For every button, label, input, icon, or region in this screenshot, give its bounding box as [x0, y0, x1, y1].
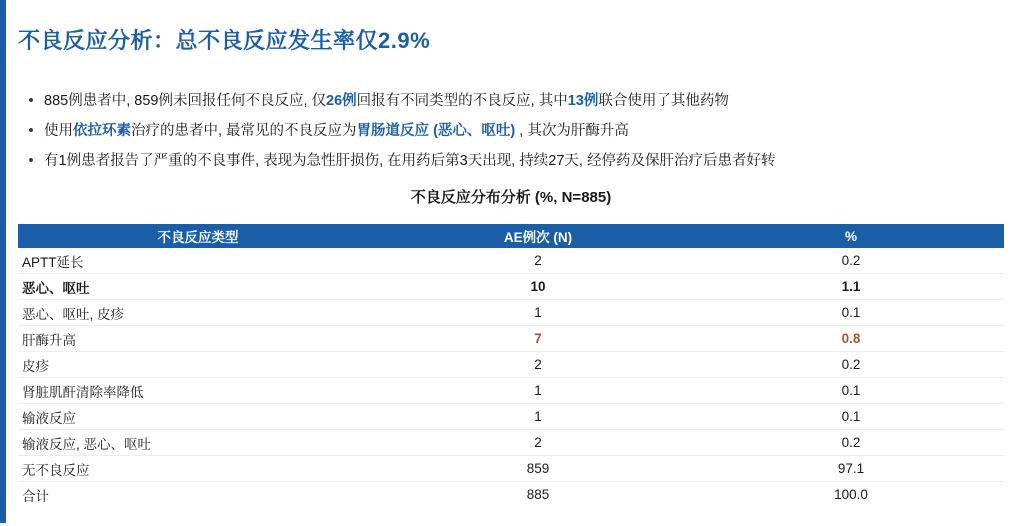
bullet-marker-icon: •: [28, 122, 34, 139]
bullet-fragment: 有1例患者报告了严重的不良事件, 表现为急性肝损伤, 在用药后第3天出现, 持续27天, 经停药及保肝治疗后患者好转: [44, 153, 776, 169]
cell-ae-percent: 0.2: [698, 430, 1004, 456]
cell-ae-count: 7: [378, 326, 698, 352]
table-body: [18, 248, 1004, 507]
bullet-marker-icon: •: [28, 92, 34, 109]
bullet-item: [18, 146, 1004, 176]
cell-ae-count: 1: [378, 404, 698, 430]
cell-ae-percent: 0.2: [698, 352, 1004, 378]
cell-ae-count: 859: [378, 456, 698, 482]
table-header-row: [18, 224, 1004, 248]
bullet-highlight: 26例: [326, 93, 357, 109]
cell-ae-percent: 1.1: [698, 274, 1004, 300]
bullet-item: [18, 116, 1004, 146]
table-row: [18, 300, 1004, 326]
table-row: [18, 456, 1004, 482]
bullet-marker-icon: •: [28, 152, 34, 169]
bullet-fragment: , 其次为肝酶升高: [515, 123, 629, 139]
cell-ae-type: APTT延长: [18, 248, 378, 274]
column-header-count: AE例次 (N): [378, 224, 698, 248]
table-row: [18, 352, 1004, 378]
adverse-event-table: [18, 224, 1004, 507]
cell-ae-type: 合计: [22, 488, 49, 504]
bullet-fragment: 使用: [44, 123, 73, 139]
cell-ae-type: 输液反应, 恶心、呕吐: [18, 430, 378, 456]
table-header: [18, 224, 1004, 248]
bullet-highlight: 胃肠道反应 (恶心、呕吐): [356, 123, 516, 139]
cell-ae-count: 1: [378, 378, 698, 404]
cell-ae-count: 2: [378, 352, 698, 378]
bullet-text: [44, 86, 1004, 116]
bullet-fragment: 回报有不同类型的不良反应, 其中: [356, 93, 568, 109]
table-row: [18, 404, 1004, 430]
bullet-item: [18, 86, 1004, 116]
cell-ae-count: 1: [378, 300, 698, 326]
table-row: [18, 430, 1004, 456]
column-header-percent: %: [698, 224, 1004, 248]
bullet-highlight: 13例: [567, 93, 599, 109]
accent-left-bar: [0, 0, 6, 526]
cell-ae-percent: 0.1: [698, 378, 1004, 404]
bullet-fragment: 治疗的患者中, 最常见的不良反应为: [131, 123, 357, 139]
cell-ae-percent: 97.1: [698, 456, 1004, 482]
table-row: [18, 274, 1004, 300]
bullet-text: [44, 146, 1004, 176]
table-row: [18, 248, 1004, 274]
bullet-fragment: 885例患者中, 859例未回报任何不良反应, 仅: [44, 93, 326, 109]
cell-ae-percent: 0.2: [698, 248, 1004, 274]
cell-ae-percent: 0.1: [698, 404, 1004, 430]
cell-ae-type: 肝酶升高: [18, 326, 378, 352]
table-caption: 不良反应分布分析 (%, N=885): [410, 189, 612, 206]
cell-ae-type: 恶心、呕吐: [18, 274, 378, 300]
cell-ae-percent: 100.0: [834, 487, 868, 502]
bullet-list: [18, 86, 1004, 176]
cell-ae-count: 885: [526, 487, 550, 502]
cell-ae-type: 恶心、呕吐, 皮疹: [18, 300, 378, 326]
table-row: [18, 482, 1004, 508]
cell-ae-count: 2: [378, 430, 698, 456]
bullet-fragment: 联合使用了其他药物: [598, 93, 729, 109]
bullet-highlight: 依拉环素: [73, 123, 131, 139]
bullet-text: [44, 116, 1004, 146]
cell-ae-type: 皮疹: [18, 352, 378, 378]
table-row: [18, 378, 1004, 404]
cell-ae-percent: 0.1: [698, 300, 1004, 326]
cell-ae-type: 无不良反应: [18, 456, 378, 482]
page-title: 不良反应分析：总不良反应发生率仅2.9%: [18, 28, 431, 53]
cell-ae-count: 2: [378, 248, 698, 274]
table-row: [18, 326, 1004, 352]
cell-ae-percent: 0.8: [698, 326, 1004, 352]
cell-ae-count: 10: [378, 274, 698, 300]
cell-ae-type: 输液反应: [18, 404, 378, 430]
column-header-type: 不良反应类型: [18, 224, 378, 248]
cell-ae-type: 肾脏肌酐清除率降低: [18, 378, 378, 404]
